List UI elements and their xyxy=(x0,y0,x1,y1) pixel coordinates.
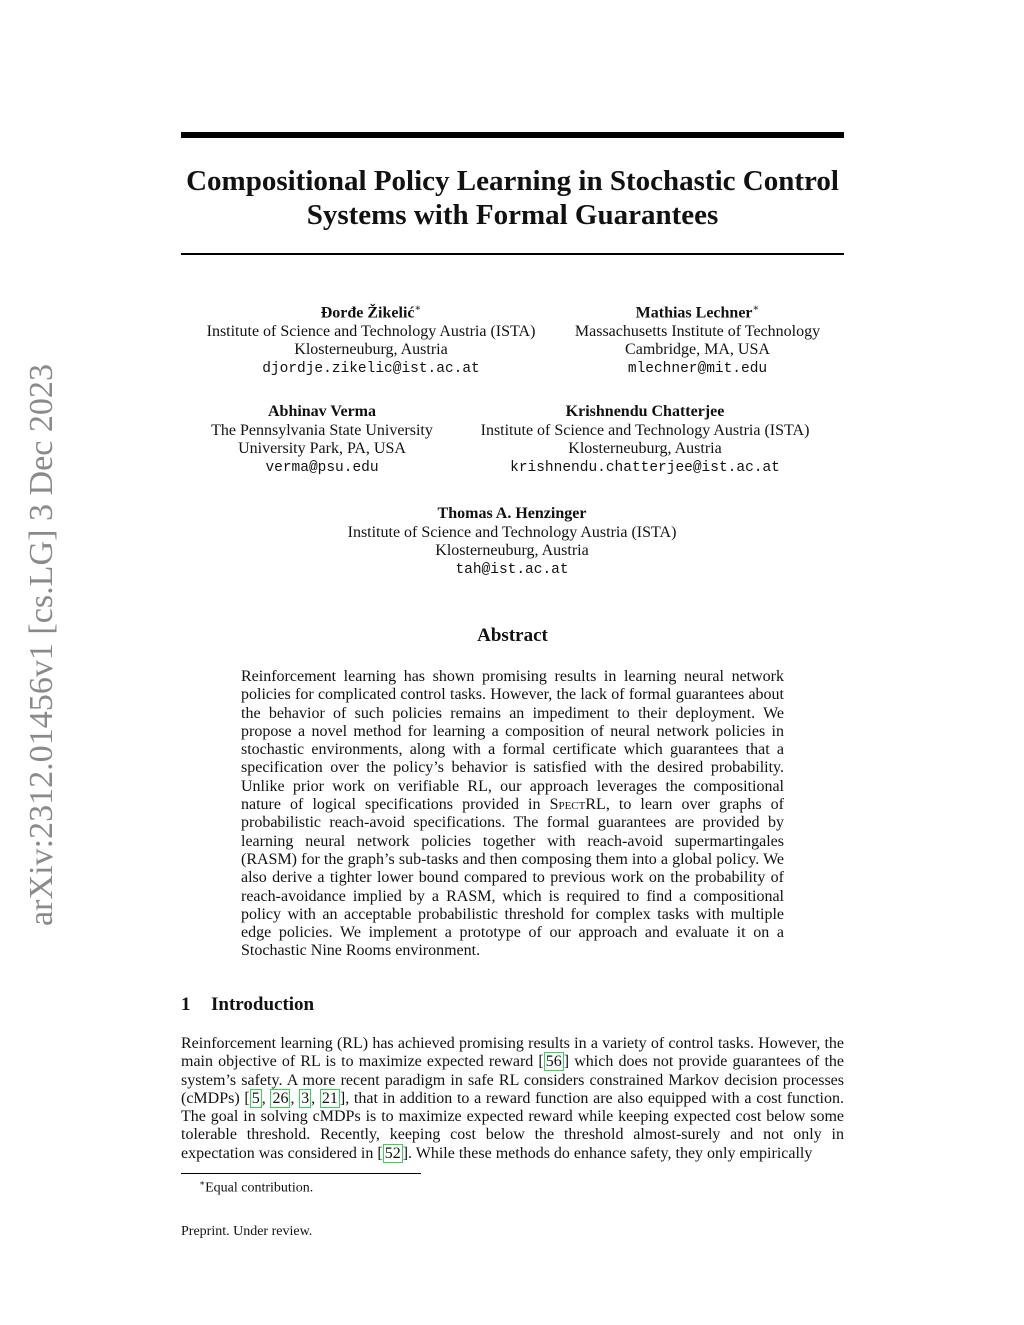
author-name: Đorđe Žikelić∗ xyxy=(320,303,422,322)
title-bottom-rule xyxy=(181,253,844,255)
footnote-rule xyxy=(181,1173,421,1174)
author-block-henzinger xyxy=(312,505,712,579)
citation-link[interactable]: 3 xyxy=(301,1089,310,1107)
author-email: verma@psu.edu xyxy=(265,459,379,476)
abstract-text: Reinforcement learning has shown promising results in learning neural network policies for complicated control tasks. However, the lack of formal guarantees about the behavior of such policies remains an impediment to their deployment. We propose a novel method for learning a composition of neural network policies in stochastic environments, along with a formal certificate which guarantees that a specification over the policy’s behavior is satisfied with the desired probability. Unlike prior work on verifiable RL, our approach leverages the compositional nature of logical specifications provided in SpectRL, to learn over graphs of probabilistic reach-avoid specifications. The formal guarantees are provided by learning neural network policies together with reach-avoid supermartingales (RASM) for the graph’s sub-tasks and then composing them into a global policy. We also derive a tighter lower bound compared to previous work on the probability of reach-avoidance implied by a RASM, which is required to find a compositional policy with an acceptable probabilistic threshold for complex tasks with multiple edge policies. We implement a prototype of our approach and evaluate it on a Stochastic Nine Rooms environment. xyxy=(241,668,784,960)
author-location: University Park, PA, USA xyxy=(238,440,406,457)
paper-title xyxy=(181,164,844,232)
section-heading-introduction xyxy=(181,994,314,1016)
section-number: 1 xyxy=(181,994,191,1015)
author-affiliation: Massachusetts Institute of Technology xyxy=(574,322,821,340)
preprint-note: Preprint. Under review. xyxy=(181,1224,313,1239)
author-affiliation: Institute of Science and Technology Austria (ISTA) xyxy=(347,523,677,541)
author-location: Klosterneuburg, Austria xyxy=(568,440,722,457)
author-block-chatterjee xyxy=(463,403,827,477)
author-name: Mathias Lechner∗ xyxy=(635,303,760,322)
footnote-mark: ∗ xyxy=(199,1178,206,1188)
author-name: Abhinav Verma xyxy=(267,403,377,420)
author-block-verma xyxy=(181,403,463,477)
arxiv-identifier-text: arXiv:2312.01456v1 [cs.LG] 3 Dec 2023 xyxy=(23,365,60,926)
footnote: ∗Equal contribution. xyxy=(199,1178,314,1196)
title-line-1: Compositional Policy Learning in Stochastic Control xyxy=(186,165,839,197)
author-email: djordje.zikelic@ist.ac.at xyxy=(262,360,480,377)
abstract-heading: Abstract xyxy=(477,625,548,646)
author-block-zikelic xyxy=(181,300,561,378)
author-email: krishnendu.chatterjee@ist.ac.at xyxy=(510,459,780,476)
author-name: Thomas A. Henzinger xyxy=(437,505,587,522)
title-line-2: Systems with Formal Guarantees xyxy=(306,199,719,231)
equal-contribution-mark: ∗ xyxy=(752,303,760,314)
citation-link[interactable]: 52 xyxy=(384,1144,401,1162)
author-affiliation: Institute of Science and Technology Austria (ISTA) xyxy=(206,322,536,340)
citation-link[interactable]: 26 xyxy=(272,1089,289,1107)
author-location: Klosterneuburg, Austria xyxy=(435,542,589,559)
author-location: Cambridge, MA, USA xyxy=(625,341,770,359)
citation-link[interactable]: 56 xyxy=(545,1053,562,1071)
author-email: mlechner@mit.edu xyxy=(627,360,768,377)
author-affiliation: The Pennsylvania State University xyxy=(211,421,433,439)
author-email: tah@ist.ac.at xyxy=(455,561,569,578)
arxiv-identifier xyxy=(6,360,70,930)
author-location: Klosterneuburg, Austria xyxy=(294,341,448,359)
author-affiliation: Institute of Science and Technology Austria (ISTA) xyxy=(480,421,810,439)
introduction-text: Reinforcement learning (RL) has achieved promising results in a variety of control tasks. However, the main objective of RL is to maximize expected reward [ 56 ] which does not provide guarantees of the system’s safety. A more recent paradigm in safe RL considers constrained Markov decision processes (cMDPs) [ 5 , 26 , 3 , 21 ], that in addition to a reward function are also equipped with a cost function. The goal in solving cMDPs is to maximize expected reward while keeping expected cost below some tolerable threshold. Recently, keeping cost below the threshold almost-surely and not only in expectation was considered in [ 52 ]. While these methods do enhance safety, they only empirically xyxy=(181,1035,845,1162)
section-title: Introduction xyxy=(211,994,315,1015)
title-top-rule xyxy=(181,132,844,138)
author-block-lechner xyxy=(561,300,834,378)
equal-contribution-mark: ∗ xyxy=(414,303,422,314)
spectrl-name: SpectRL xyxy=(549,796,606,814)
citation-link[interactable]: 21 xyxy=(321,1089,338,1107)
author-name: Krishnendu Chatterjee xyxy=(565,403,725,420)
citation-link[interactable]: 5 xyxy=(251,1089,260,1107)
